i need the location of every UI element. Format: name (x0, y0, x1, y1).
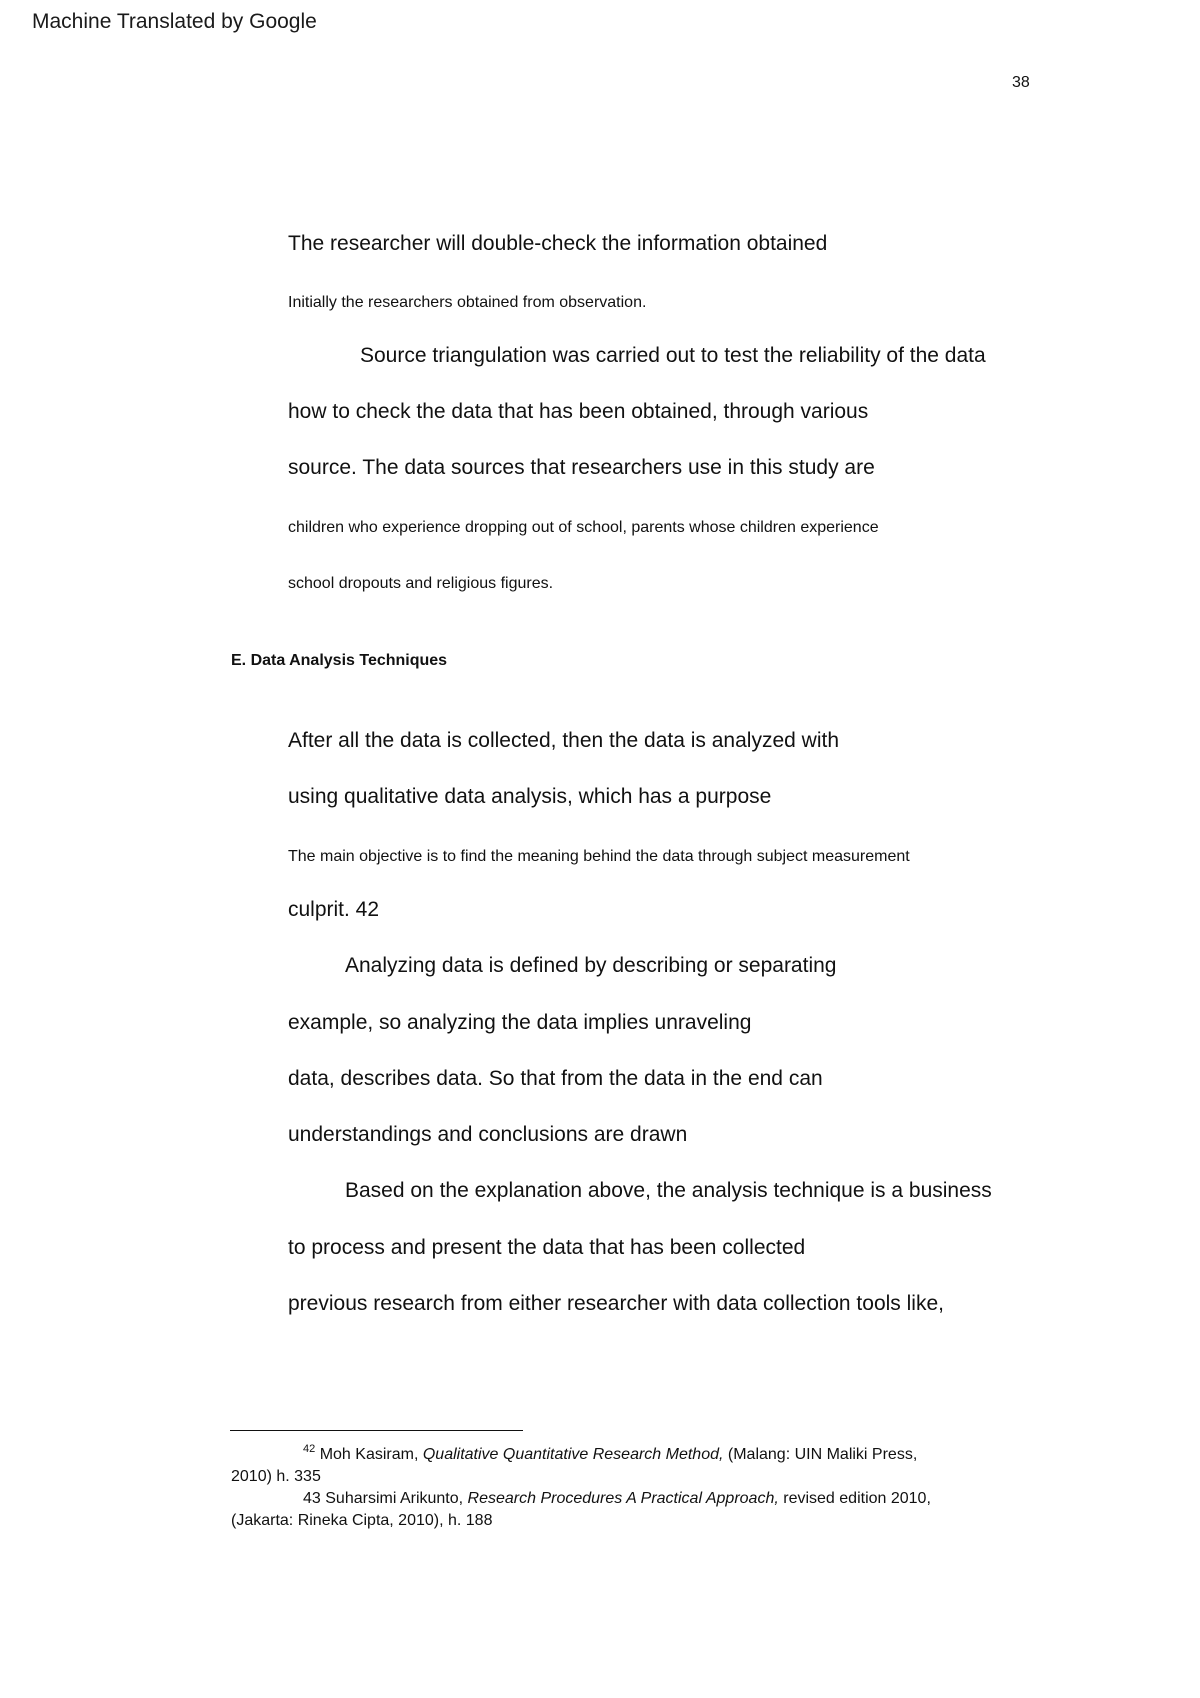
footnote-43-continued: (Jakarta: Rineka Cipta, 2010), h. 188 (231, 1512, 493, 1529)
paragraph-line: how to check the data that has been obtained, through various (288, 400, 869, 423)
footnote-title: Research Procedures A Practical Approach, (467, 1490, 779, 1507)
paragraph-line: data, describes data. So that from the data in the end can (288, 1067, 823, 1090)
section-heading: E. Data Analysis Techniques (231, 652, 448, 669)
footnote-42-continued: 2010) h. 335 (231, 1468, 321, 1485)
paragraph-line: The main objective is to find the meaning behind the data through subject measurement (288, 848, 910, 865)
paragraph-line: understandings and conclusions are drawn (288, 1123, 688, 1146)
paragraph-line: to process and present the data that has been collected (288, 1236, 806, 1259)
footnote-divider (230, 1430, 523, 1431)
footnote-author: Moh Kasiram, (319, 1446, 423, 1463)
paragraph-line: school dropouts and religious figures. (288, 575, 554, 592)
footnote-title: Qualitative Quantitative Research Method, (422, 1446, 724, 1463)
footnote-edition: revised edition 2010, (778, 1490, 931, 1507)
paragraph-line: Initially the researchers obtained from observation. (288, 294, 647, 311)
page-number: 38 (1012, 74, 1030, 91)
paragraph-line: Based on the explanation above, the analysis technique is a business (345, 1179, 992, 1202)
paragraph-line: example, so analyzing the data implies unraveling (288, 1011, 752, 1034)
paragraph-line: After all the data is collected, then the data is analyzed with (288, 729, 839, 752)
paragraph-line: culprit. 42 (288, 898, 380, 921)
footnote-43 (303, 1489, 931, 1509)
footnote-author: 43 Suharsimi Arikunto, (303, 1490, 468, 1507)
paragraph-line: source. The data sources that researchers use in this study are (288, 456, 875, 479)
paragraph-line: Analyzing data is defined by describing or separating (345, 954, 837, 977)
paragraph-line: The researcher will double-check the information obtained (288, 232, 828, 255)
paragraph-line: using qualitative data analysis, which has a purpose (288, 785, 772, 808)
footnote-marker: 42 (303, 1443, 316, 1455)
machine-translation-banner: Machine Translated by Google (32, 10, 317, 33)
footnote-publisher: (Malang: UIN Maliki Press, (723, 1446, 918, 1463)
paragraph-line: previous research from either researcher with data collection tools like, (288, 1292, 944, 1315)
paragraph-line: children who experience dropping out of school, parents whose children experience (288, 519, 879, 536)
paragraph-line: Source triangulation was carried out to test the reliability of the data (360, 344, 986, 367)
footnote-42 (303, 1445, 917, 1466)
